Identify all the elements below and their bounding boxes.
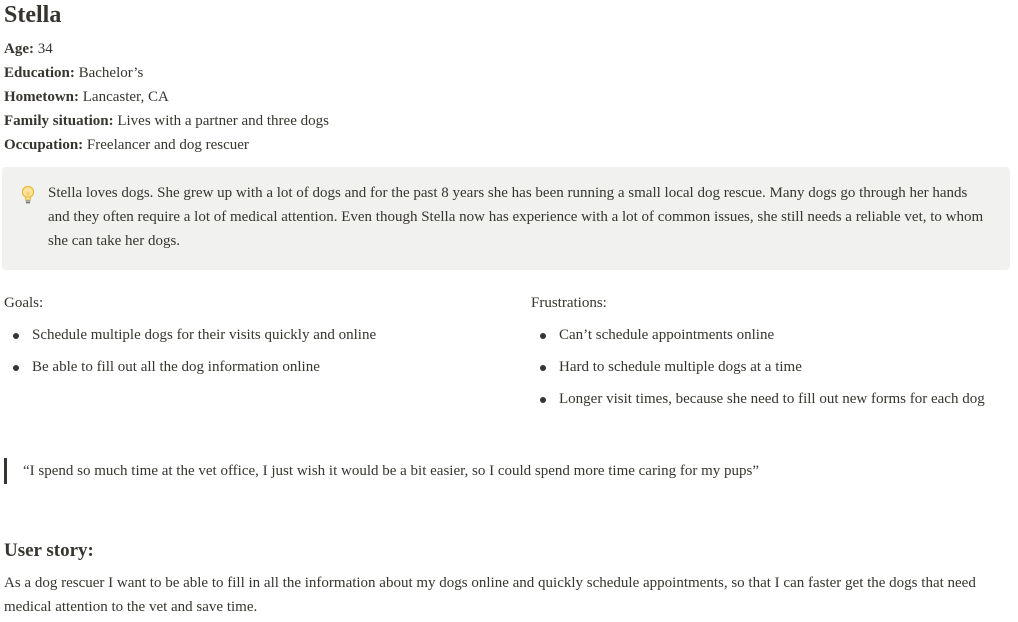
list-item bbox=[4, 323, 504, 347]
property-label: Education: bbox=[4, 65, 75, 81]
bullet-icon bbox=[540, 333, 546, 339]
property-value: Lancaster, CA bbox=[82, 89, 169, 105]
list-item-text: Hard to schedule multiple dogs at a time bbox=[559, 359, 802, 375]
property-value: Bachelor’s bbox=[78, 65, 144, 81]
list-item bbox=[531, 355, 1001, 379]
goals-column bbox=[4, 291, 504, 387]
property-education bbox=[4, 61, 329, 85]
background-callout bbox=[2, 167, 1010, 270]
page-title: Stella bbox=[4, 2, 62, 28]
list-item-text: Be able to fill out all the dog information online bbox=[32, 359, 320, 375]
list-item-text: Longer visit times, because she need to fill out new forms for each dog bbox=[559, 391, 985, 407]
goals-heading: Goals: bbox=[4, 295, 44, 311]
list-item bbox=[531, 323, 1001, 347]
list-item bbox=[531, 387, 1001, 411]
persona-quote: “I spend so much time at the vet office, I just wish it would be a bit easier, so I could spend more time caring for my pups” bbox=[4, 458, 759, 484]
property-value: 34 bbox=[37, 41, 53, 57]
bullet-icon bbox=[540, 365, 546, 371]
bullet-icon bbox=[13, 365, 19, 371]
property-family-situation bbox=[4, 109, 329, 133]
frustrations-column bbox=[531, 291, 1001, 419]
property-label: Hometown: bbox=[4, 89, 79, 105]
persona-properties bbox=[4, 37, 329, 157]
list-item-text: Can’t schedule appointments online bbox=[559, 327, 775, 343]
frustrations-list bbox=[531, 323, 1001, 411]
property-label: Occupation: bbox=[4, 137, 84, 153]
list-item-text: Schedule multiple dogs for their visits quickly and online bbox=[32, 327, 377, 343]
property-hometown bbox=[4, 85, 329, 109]
property-occupation bbox=[4, 133, 329, 157]
callout-text: Stella loves dogs. She grew up with a lot of dogs and for the past 8 years she has been running a small local dog rescue. Many dogs go through her hands and they often require a lot of medical attention. Even though Stella now has experience with a lot of common issues, she still needs a reliable vet, to whom she can take her dogs. bbox=[48, 185, 984, 249]
user-story-text: As a dog rescuer I want to be able to fill in all the information about my dogs online and quickly schedule appointments, so that I can faster get the dogs that need medical attention to the vet and save time. bbox=[4, 575, 976, 615]
property-label: Age: bbox=[4, 41, 34, 57]
property-age bbox=[4, 37, 329, 61]
property-label: Family situation: bbox=[4, 113, 114, 129]
user-story-heading: User story: bbox=[4, 540, 94, 561]
goals-list bbox=[4, 323, 504, 379]
list-item bbox=[4, 355, 504, 379]
lightbulb-icon bbox=[21, 185, 35, 205]
bullet-icon bbox=[540, 397, 546, 403]
bullet-icon bbox=[13, 333, 19, 339]
frustrations-heading: Frustrations: bbox=[531, 295, 607, 311]
property-value: Freelancer and dog rescuer bbox=[86, 137, 249, 153]
property-value: Lives with a partner and three dogs bbox=[117, 113, 329, 129]
